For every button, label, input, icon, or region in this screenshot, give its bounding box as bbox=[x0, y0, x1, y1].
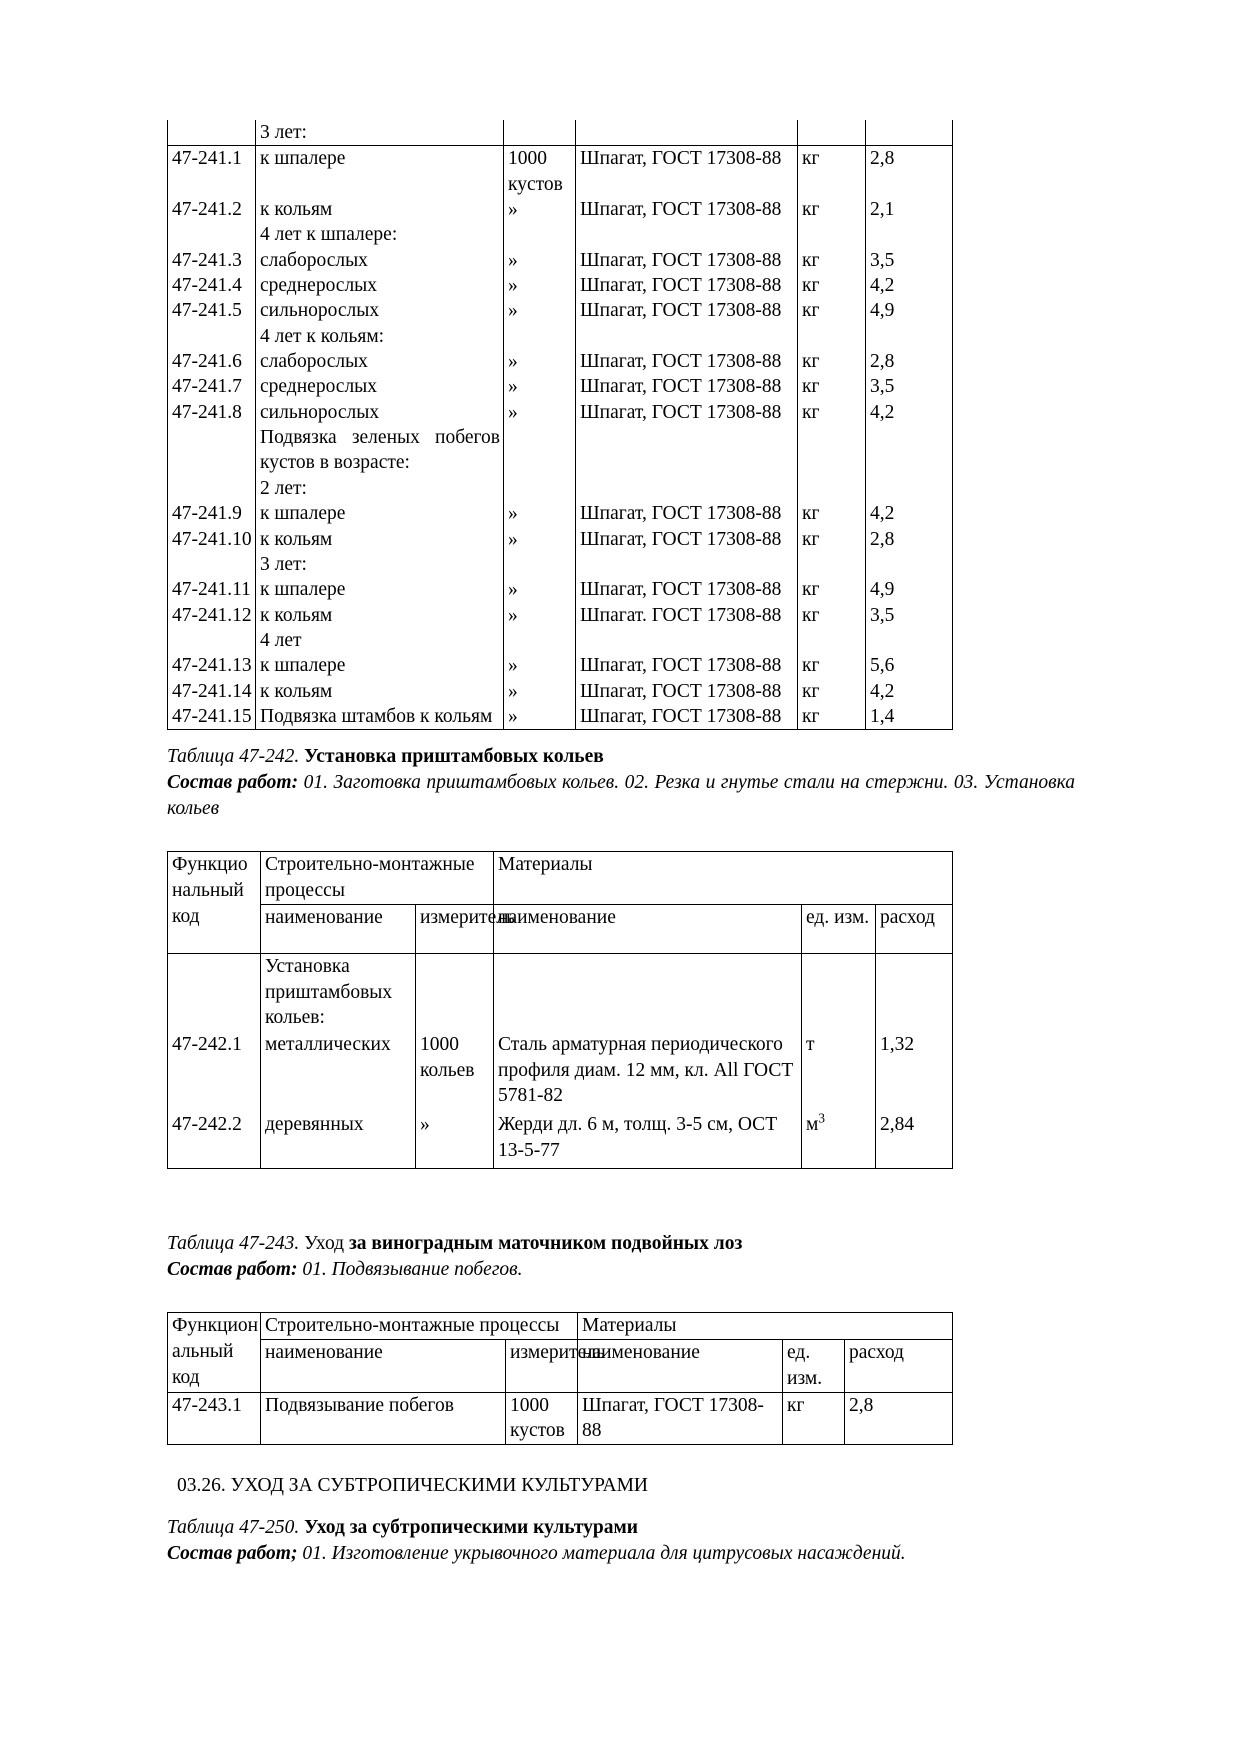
cell-unit: кг bbox=[798, 349, 866, 374]
unit-base: м bbox=[806, 1113, 819, 1135]
cell-rate: 2,8 bbox=[866, 146, 953, 172]
cell-process-name: к шпалере bbox=[256, 146, 504, 172]
table-47-243 bbox=[167, 1312, 953, 1445]
cell-rate: 4,9 bbox=[866, 577, 953, 602]
cell-material bbox=[576, 425, 798, 450]
caption-title: Установка приштамбовых кольев bbox=[304, 746, 604, 768]
cell-code bbox=[168, 172, 256, 197]
cell-rate bbox=[866, 552, 953, 577]
cell-material: Шпагат, ГОСТ 17308-88 bbox=[576, 653, 798, 678]
cell-material: Шпагат, ГОСТ 17308-88 bbox=[576, 679, 798, 704]
cell-measure: 1000 кольев bbox=[416, 1032, 494, 1112]
cell-measure bbox=[504, 425, 576, 450]
caption-47-250 bbox=[167, 1515, 1075, 1566]
cell-process-name: деревянных bbox=[261, 1112, 416, 1169]
caption-line-title bbox=[167, 1515, 1075, 1541]
cell-unit bbox=[802, 953, 876, 1032]
cell-code bbox=[168, 324, 256, 349]
works-label: Состав работ; bbox=[167, 1542, 298, 1564]
cell-rate: 5,6 bbox=[866, 653, 953, 678]
cell-material: Шпагат, ГОСТ 17308-88 bbox=[576, 527, 798, 552]
cell-code bbox=[168, 425, 256, 450]
cell-material bbox=[576, 628, 798, 653]
cell-code bbox=[168, 476, 256, 501]
cell-code: 47-241.2 bbox=[168, 197, 256, 222]
cell-material bbox=[576, 324, 798, 349]
cell-process-name: Подвязка штамбов к кольям bbox=[256, 704, 504, 730]
cell-unit: кг bbox=[798, 273, 866, 298]
cell-rate bbox=[866, 628, 953, 653]
table-row bbox=[168, 248, 953, 273]
cell-unit bbox=[798, 450, 866, 475]
table-row bbox=[168, 577, 953, 602]
cell-material: Сталь арматурная периодического профиля диам. 12 мм, кл. All ГОСТ 5781-82 bbox=[494, 1032, 802, 1112]
cell-material: Шпагат, ГОСТ 17308-88 bbox=[576, 400, 798, 425]
table-row bbox=[168, 552, 953, 577]
cell-code bbox=[168, 222, 256, 247]
header-processes: Строительно-монтажные процессы bbox=[261, 852, 494, 904]
table-row bbox=[168, 679, 953, 704]
cell-code: 47-241.12 bbox=[168, 603, 256, 628]
table-row bbox=[168, 222, 953, 247]
cell-unit: кг bbox=[798, 501, 866, 526]
header-process-measure: измеритель bbox=[416, 904, 494, 953]
cell-process-name: Подвязка зеленых побегов bbox=[256, 425, 504, 450]
cell-process-name: к кольям bbox=[256, 679, 504, 704]
cell-process-name: к кольям bbox=[256, 527, 504, 552]
cell-code: 47-241.7 bbox=[168, 374, 256, 399]
cell-rate: 3,5 bbox=[866, 603, 953, 628]
cell-material: Шпагат. ГОСТ 17308-88 bbox=[576, 603, 798, 628]
cell-measure: » bbox=[504, 298, 576, 323]
works-label: Состав работ: bbox=[167, 1258, 298, 1280]
cell-process-name: 3 лет: bbox=[256, 552, 504, 577]
table-row bbox=[168, 603, 953, 628]
header-process-name: наименование bbox=[261, 1340, 506, 1392]
header-materials: Материалы bbox=[578, 1313, 953, 1340]
table-row bbox=[168, 400, 953, 425]
cell-material: Шпагат, ГОСТ 17308-88 bbox=[576, 704, 798, 730]
table-47-243-body bbox=[168, 1313, 953, 1445]
cell-unit: кг bbox=[798, 603, 866, 628]
cell-measure: » bbox=[504, 349, 576, 374]
cell-measure: » bbox=[504, 197, 576, 222]
cell-material: Шпагат, ГОСТ 17308-88 bbox=[576, 374, 798, 399]
table-row bbox=[168, 501, 953, 526]
caption-47-243 bbox=[167, 1231, 1075, 1282]
cell-rate bbox=[866, 172, 953, 197]
cell-measure: » bbox=[504, 653, 576, 678]
cell-rate: 3,5 bbox=[866, 248, 953, 273]
table-row bbox=[168, 146, 953, 172]
cell-process-name: слаборослых bbox=[256, 248, 504, 273]
caption-47-242 bbox=[167, 744, 1075, 821]
cell-process-name: сильнорослых bbox=[256, 400, 504, 425]
table-row bbox=[168, 273, 953, 298]
header-material-rate: расход bbox=[876, 904, 953, 953]
cell-material bbox=[576, 476, 798, 501]
cell-code: 47-241.14 bbox=[168, 679, 256, 704]
header-process-name: наименование bbox=[261, 904, 416, 953]
cell-rate: 2,1 bbox=[866, 197, 953, 222]
caption-title-plain: Уход bbox=[304, 1232, 345, 1254]
cell-process-name: 4 лет к шпалере: bbox=[256, 222, 504, 247]
cell-code: 47-243.1 bbox=[168, 1392, 261, 1444]
cell-material bbox=[576, 222, 798, 247]
cell-material: Шпагат, ГОСТ 17308-88 bbox=[576, 501, 798, 526]
cell-process-name: к шпалере bbox=[256, 501, 504, 526]
cell-process-name: среднерослых bbox=[256, 273, 504, 298]
cell-code: 47-242.1 bbox=[168, 1032, 261, 1112]
table-subheader-row bbox=[168, 1340, 953, 1392]
cell-process-name: 4 лет к кольям: bbox=[256, 324, 504, 349]
cell-process-name: 2 лет: bbox=[256, 476, 504, 501]
spacer bbox=[167, 1282, 1075, 1312]
cell-measure bbox=[504, 324, 576, 349]
cell-material: Жерди дл. 6 м, толщ. 3-5 см, ОСТ 13-5-77 bbox=[494, 1112, 802, 1169]
cell-material: Шпагат, ГОСТ 17308-88 bbox=[576, 248, 798, 273]
cell-process-name: к шпалере bbox=[256, 653, 504, 678]
table-row bbox=[168, 1392, 953, 1444]
cell-process-name: металлических bbox=[261, 1032, 416, 1112]
table-row bbox=[168, 374, 953, 399]
cell-code bbox=[168, 120, 256, 146]
cell-process-name: 4 лет bbox=[256, 628, 504, 653]
cell-rate: 4,2 bbox=[866, 273, 953, 298]
cell-measure: » bbox=[416, 1112, 494, 1169]
cell-process-name bbox=[256, 172, 504, 197]
cell-measure: » bbox=[504, 501, 576, 526]
cell-code bbox=[168, 450, 256, 475]
table-47-242 bbox=[167, 851, 953, 1168]
cell-code: 47-241.13 bbox=[168, 653, 256, 678]
cell-rate bbox=[866, 476, 953, 501]
table-47-242-body bbox=[168, 852, 953, 1168]
caption-title: Уход за субтропическими культурами bbox=[304, 1517, 639, 1539]
cell-unit: кг bbox=[798, 653, 866, 678]
table-row bbox=[168, 476, 953, 501]
works-text: 01. Подвязывание побегов. bbox=[302, 1258, 523, 1280]
cell-measure bbox=[504, 120, 576, 146]
cell-code: 47-241.4 bbox=[168, 273, 256, 298]
cell-rate: 1,4 bbox=[866, 704, 953, 730]
header-functional-code: Функцио нальный код bbox=[168, 852, 261, 953]
spacer bbox=[167, 1497, 1075, 1515]
table-row bbox=[168, 704, 953, 730]
cell-material: Шпагат, ГОСТ 17308-88 bbox=[576, 146, 798, 172]
caption-line-works bbox=[167, 1257, 1075, 1283]
table-row bbox=[168, 450, 953, 475]
works-text: 01. Изготовление укрывочного материала для цитрусовых насаждений. bbox=[302, 1542, 906, 1564]
cell-process-name: Подвязывание побегов bbox=[261, 1392, 506, 1444]
caption-label: Таблица 47-243. bbox=[167, 1232, 300, 1254]
cell-rate: 2,84 bbox=[876, 1112, 953, 1169]
cell-material bbox=[576, 450, 798, 475]
cell-material bbox=[576, 172, 798, 197]
cell-code: 47-241.1 bbox=[168, 146, 256, 172]
table-row bbox=[168, 197, 953, 222]
cell-rate: 4,2 bbox=[866, 501, 953, 526]
cell-rate: 2,8 bbox=[845, 1392, 953, 1444]
header-materials: Материалы bbox=[494, 852, 953, 904]
cell-rate bbox=[866, 425, 953, 450]
cell-measure bbox=[504, 552, 576, 577]
cell-unit: кг bbox=[798, 679, 866, 704]
table-row bbox=[168, 953, 953, 1032]
cell-measure bbox=[504, 628, 576, 653]
cell-unit: кг bbox=[783, 1392, 845, 1444]
cell-rate: 4,9 bbox=[866, 298, 953, 323]
cell-material: Шпагат, ГОСТ 17308-88 bbox=[576, 273, 798, 298]
header-process-measure: измеритель bbox=[506, 1340, 578, 1392]
cell-unit bbox=[798, 476, 866, 501]
section-heading: 03.26. УХОД ЗА СУБТРОПИЧЕСКИМИ КУЛЬТУРАМИ bbox=[177, 1475, 648, 1497]
table-row bbox=[168, 653, 953, 678]
table-row bbox=[168, 349, 953, 374]
cell-measure: » bbox=[504, 704, 576, 730]
caption-title-bold: за виноградным маточником подвойных лоз bbox=[348, 1232, 743, 1254]
cell-material bbox=[494, 953, 802, 1032]
cell-code: 47-241.8 bbox=[168, 400, 256, 425]
cell-unit: кг bbox=[798, 248, 866, 273]
spacer bbox=[167, 1169, 1075, 1231]
cell-process-name: Установка приштамбовых кольев: bbox=[261, 953, 416, 1032]
cell-unit: кг bbox=[798, 400, 866, 425]
caption-label: Таблица 47-250. bbox=[167, 1517, 300, 1539]
table-subheader-row bbox=[168, 904, 953, 953]
cell-rate bbox=[866, 450, 953, 475]
cell-unit bbox=[798, 552, 866, 577]
cell-rate: 2,8 bbox=[866, 349, 953, 374]
cell-code: 47-241.6 bbox=[168, 349, 256, 374]
caption-label: Таблица 47-242. bbox=[167, 746, 300, 768]
cell-code: 47-241.10 bbox=[168, 527, 256, 552]
cell-material: Шпагат, ГОСТ 17308-88 bbox=[576, 298, 798, 323]
cell-measure: » bbox=[504, 527, 576, 552]
cell-rate: 2,8 bbox=[866, 527, 953, 552]
cell-code: 47-241.5 bbox=[168, 298, 256, 323]
header-material-rate: расход bbox=[845, 1340, 953, 1392]
works-label: Состав работ: bbox=[167, 771, 299, 793]
cell-process-name: среднерослых bbox=[256, 374, 504, 399]
cell-material: Шпагат, ГОСТ 17308-88 bbox=[576, 577, 798, 602]
header-material-unit: ед. изм. bbox=[783, 1340, 845, 1392]
cell-rate: 1,32 bbox=[876, 1032, 953, 1112]
cell-measure: 1000 кустов bbox=[506, 1392, 578, 1444]
cell-unit: т bbox=[802, 1032, 876, 1112]
spacer bbox=[167, 821, 1075, 851]
cell-rate bbox=[876, 953, 953, 1032]
cell-measure bbox=[504, 450, 576, 475]
table-47-241 bbox=[167, 120, 953, 730]
cell-rate bbox=[866, 222, 953, 247]
cell-unit: кг bbox=[798, 146, 866, 172]
cell-process-name: к шпалере bbox=[256, 577, 504, 602]
cell-code: 47-241.3 bbox=[168, 248, 256, 273]
cell-measure: » bbox=[504, 374, 576, 399]
cell-unit bbox=[798, 324, 866, 349]
cell-unit bbox=[802, 1112, 876, 1169]
header-functional-code: Функцион альный код bbox=[168, 1313, 261, 1392]
cell-process-name: слаборослых bbox=[256, 349, 504, 374]
cell-material: Шпагат, ГОСТ 17308-88 bbox=[576, 349, 798, 374]
header-material-name: наименование bbox=[494, 904, 802, 953]
cell-process-name: кустов в возрасте: bbox=[256, 450, 504, 475]
cell-material bbox=[576, 120, 798, 146]
cell-measure bbox=[504, 222, 576, 247]
cell-code: 47-242.2 bbox=[168, 1112, 261, 1169]
unit-exponent: 3 bbox=[818, 1110, 825, 1126]
table-header-row bbox=[168, 852, 953, 904]
cell-process-name: сильнорослых bbox=[256, 298, 504, 323]
table-row bbox=[168, 425, 953, 450]
header-material-unit: ед. изм. bbox=[802, 904, 876, 953]
cell-rate: 3,5 bbox=[866, 374, 953, 399]
cell-unit: кг bbox=[798, 374, 866, 399]
cell-code bbox=[168, 628, 256, 653]
table-row bbox=[168, 298, 953, 323]
cell-material: Шпагат, ГОСТ 17308-88 bbox=[576, 197, 798, 222]
cell-measure: » bbox=[504, 248, 576, 273]
caption-line-title bbox=[167, 744, 1075, 770]
table-header-row bbox=[168, 1313, 953, 1340]
cell-unit: кг bbox=[798, 527, 866, 552]
cell-unit bbox=[798, 628, 866, 653]
cell-unit: кг bbox=[798, 704, 866, 730]
cell-measure: кустов bbox=[504, 172, 576, 197]
cell-code: 47-241.9 bbox=[168, 501, 256, 526]
cell-unit: кг bbox=[798, 298, 866, 323]
cell-rate bbox=[866, 120, 953, 146]
cell-measure: » bbox=[504, 400, 576, 425]
cell-process-name: к кольям bbox=[256, 197, 504, 222]
header-processes: Строительно-монтажные процессы bbox=[261, 1313, 578, 1340]
cell-unit bbox=[798, 222, 866, 247]
table-row bbox=[168, 172, 953, 197]
cell-rate bbox=[866, 324, 953, 349]
caption-line-works bbox=[167, 770, 1075, 821]
cell-rate: 4,2 bbox=[866, 400, 953, 425]
caption-line-title bbox=[167, 1231, 1075, 1257]
cell-measure: » bbox=[504, 679, 576, 704]
cell-measure: » bbox=[504, 577, 576, 602]
cell-measure: » bbox=[504, 603, 576, 628]
cell-measure bbox=[504, 476, 576, 501]
cell-measure: 1000 bbox=[504, 146, 576, 172]
cell-measure: » bbox=[504, 273, 576, 298]
spacer bbox=[167, 1445, 1075, 1475]
table-row bbox=[168, 527, 953, 552]
table-row bbox=[168, 120, 953, 146]
table-row bbox=[168, 324, 953, 349]
cell-unit bbox=[798, 120, 866, 146]
cell-code bbox=[168, 552, 256, 577]
table-row bbox=[168, 1112, 953, 1169]
cell-code bbox=[168, 953, 261, 1032]
cell-process-name: 3 лет: bbox=[256, 120, 504, 146]
table-row bbox=[168, 628, 953, 653]
cell-unit: кг bbox=[798, 197, 866, 222]
cell-unit bbox=[798, 425, 866, 450]
header-material-name: наименование bbox=[578, 1340, 783, 1392]
cell-process-name: к кольям bbox=[256, 603, 504, 628]
cell-material bbox=[576, 552, 798, 577]
cell-code: 47-241.15 bbox=[168, 704, 256, 730]
caption-line-works bbox=[167, 1541, 1075, 1567]
table-row bbox=[168, 1032, 953, 1112]
table-47-241-body bbox=[168, 120, 953, 730]
cell-rate: 4,2 bbox=[866, 679, 953, 704]
cell-unit bbox=[798, 172, 866, 197]
cell-material: Шпагат, ГОСТ 17308-88 bbox=[578, 1392, 783, 1444]
cell-unit: кг bbox=[798, 577, 866, 602]
cell-code: 47-241.11 bbox=[168, 577, 256, 602]
works-text: 01. Заготовка приштамбовых кольев. 02. Резка и гнутье стали на стержни. 03. Установка кольев bbox=[167, 771, 1076, 819]
cell-measure bbox=[416, 953, 494, 1032]
